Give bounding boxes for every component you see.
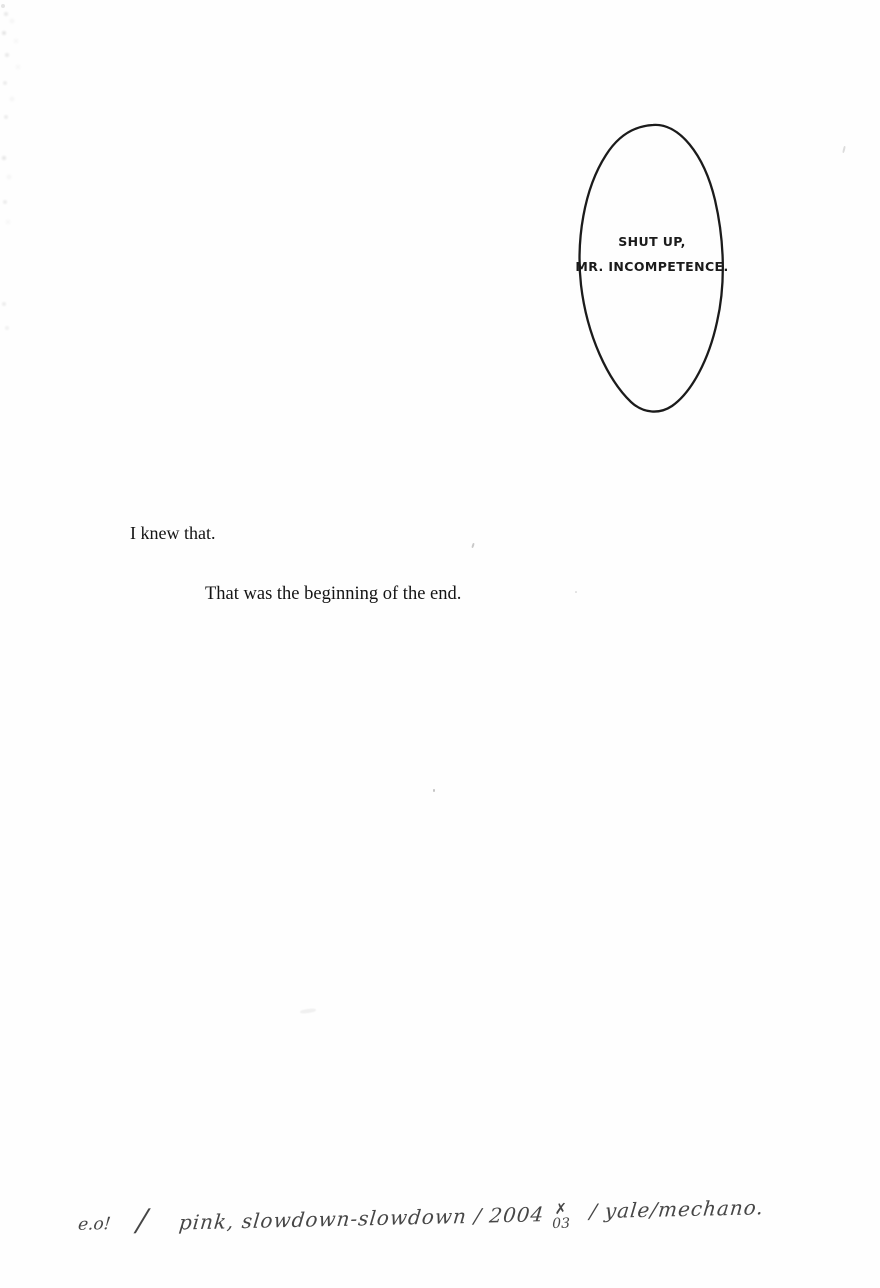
speech-bubble-text-line2: MR. INCOMPETENCE.	[575, 259, 729, 274]
credit-title-year: pink, slowdown-slowdown / 2004	[177, 1202, 546, 1235]
narration-line2: That was the beginning of the end.	[205, 584, 462, 604]
scan-speck	[842, 146, 846, 153]
crossed-out-x-icon: ✗	[554, 1199, 568, 1218]
speech-bubble	[575, 121, 729, 417]
scan-speck	[433, 789, 435, 792]
narration-line1: I knew that.	[130, 523, 216, 543]
scan-speck	[300, 1008, 316, 1014]
scan-noise-left-edge	[1, 4, 5, 8]
scan-speck	[575, 591, 577, 593]
credit-crossed-out-mark	[552, 1199, 571, 1233]
credit-number-below-cross: 03	[552, 1215, 571, 1233]
credit-slash: /	[134, 1203, 149, 1239]
credit-label-tail: / yale/mechano.	[588, 1195, 765, 1224]
handwritten-credit	[77, 1193, 765, 1242]
speech-bubble-text-line1: SHUT UP,	[618, 234, 686, 249]
credit-signature: e.o!	[77, 1214, 112, 1235]
scan-speck	[471, 543, 474, 548]
